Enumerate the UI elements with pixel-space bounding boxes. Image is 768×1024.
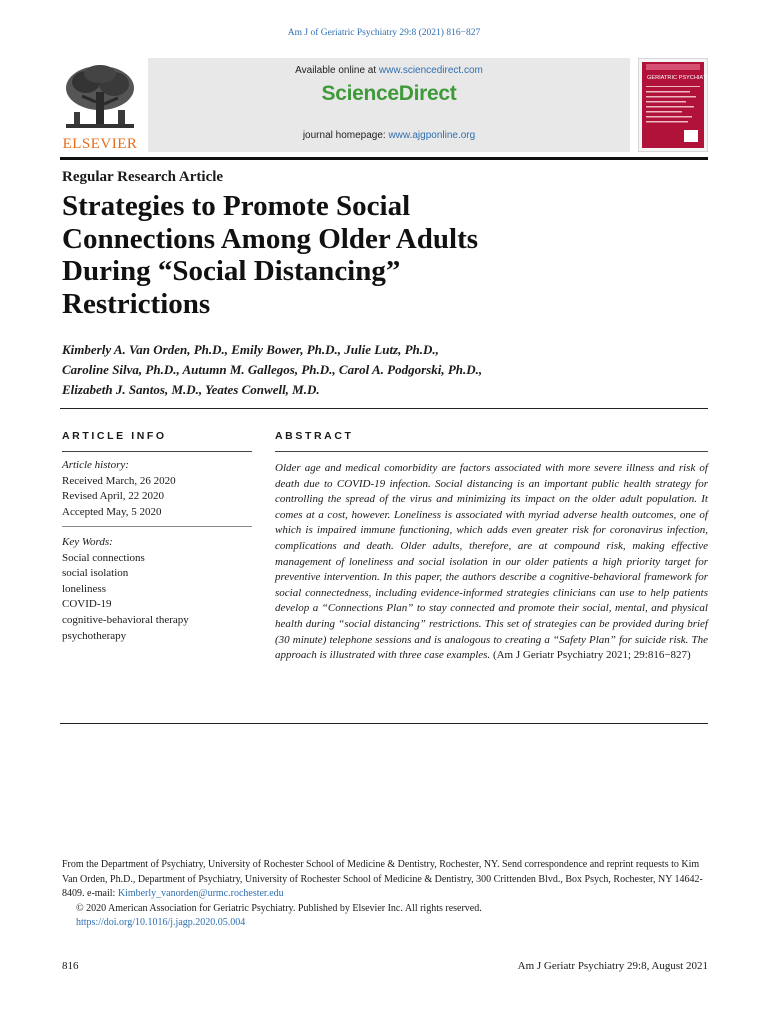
article-info-rule [62, 451, 252, 452]
abstract-text: Older age and medical comorbidity are factors associated with more severe illness and risk of death due to COVID-19 infection. Social distancing is an important public health strategy for controlling the spread of the virus and minimizing its impact on the older adult population. It comes at a cost, however. Loneliness is associated with myriad adverse health outcomes, one of which is impaired immune functioning, which adds even greater risk for coronavirus infection, complications and death. Older adults, therefore, are at compound risk, making effective management of loneliness and social isolation in our older patients a high priority target for preventive intervention. In this paper, the authors describe a cognitive-behavioral framework for social connectedness, including evidence-informed strategies clinicians can use to help patients develop a “Connections Plan” to stay connected and promote their social, mental, and physical health during “social distancing” restrictions. This set of strategies can be provided during brief (30 minute) telephone sessions and is analogous to creating a “Safety Plan” for suicide risk. The approach is illustrated with three case examples. [275, 462, 708, 662]
title-line: Strategies to Promote Social [62, 190, 411, 222]
keyword-item: Social connections [62, 551, 145, 564]
affiliation-text: From the Department of Psychiatry, University of Rochester School of Medicine & Dentistry, Rochester, NY. Send correspondence and reprint requests to Kim Van Orden, Ph.D., Department of Psychiatry, University of Rochester School of Medicine & Dentistry, 300 Crittenden Blvd., Box Psych, Rochester, NY 14642-8409. e-mail: [62, 859, 703, 900]
authors-divider [60, 408, 708, 409]
history-accepted: Accepted May, 5 2020 [62, 505, 162, 518]
article-type: Regular Research Article [62, 169, 224, 185]
article-title [62, 190, 662, 320]
available-online-label: Available online at [295, 65, 379, 76]
author-line: Caroline Silva, Ph.D., Autumn M. Gallegos, Ph.D., Carol A. Podgorski, Ph.D., [62, 362, 483, 377]
author-line: Elizabeth J. Santos, M.D., Yeates Conwell, M.D. [62, 382, 320, 397]
keyword-item: COVID-19 [62, 598, 112, 611]
abstract-heading: ABSTRACT [275, 430, 354, 442]
available-online-line [148, 65, 630, 76]
keywords-list [62, 535, 252, 644]
abstract-body [275, 461, 708, 664]
elsevier-wordmark: ELSEVIER [62, 136, 138, 152]
copyright-note: © 2020 American Association for Geriatric Psychiatry. Published by Elsevier Inc. All rights reserved. [76, 902, 482, 914]
title-line: Restrictions [62, 287, 211, 320]
keywords-label: Key Words: [62, 536, 113, 548]
sciencedirect-banner [148, 58, 630, 152]
keyword-item: psychotherapy [62, 629, 127, 642]
doi-link[interactable]: https://doi.org/10.1016/j.jagp.2020.05.004 [76, 917, 246, 929]
footnote [62, 858, 708, 931]
keywords-rule [62, 526, 252, 527]
history-received: Received March, 26 2020 [62, 474, 176, 487]
article-info-heading: ARTICLE INFO [62, 430, 167, 442]
author-list [62, 340, 702, 400]
keyword-item: social isolation [62, 567, 129, 580]
journal-homepage-link[interactable]: www.ajgponline.org [388, 130, 476, 141]
header-divider [60, 157, 708, 160]
correspondence-email-link[interactable]: Kimberly_vanorden@urmc.rochester.edu [117, 888, 284, 900]
keyword-item: loneliness [62, 582, 106, 595]
doi-line [62, 916, 708, 931]
title-line: During “Social Distancing” [62, 255, 401, 287]
article-history [62, 458, 252, 520]
cover-title: GERIATRIC PSYCHIATRY [647, 75, 708, 81]
journal-cover-thumbnail [638, 58, 708, 152]
journal-citation-top: Am J of Geriatric Psychiatry 29:8 (2021) 816−827 [287, 28, 481, 38]
affiliation-note [62, 858, 708, 902]
history-revised: Revised April, 22 2020 [62, 490, 165, 503]
journal-homepage-label: journal homepage: [302, 130, 389, 141]
abstract-rule [275, 451, 708, 452]
abstract-bottom-divider [60, 723, 708, 724]
footer-citation: Am J Geriatr Psychiatry 29:8, August 2021 [517, 960, 708, 972]
sciencedirect-link[interactable]: www.sciencedirect.com [378, 65, 483, 76]
journal-homepage-line [148, 130, 630, 141]
author-line: Kimberly A. Van Orden, Ph.D., Emily Bower, Ph.D., Julie Lutz, Ph.D., [62, 342, 439, 357]
article-history-label: Article history: [62, 459, 129, 471]
title-line: Connections Among Older Adults [62, 222, 479, 255]
keyword-item: cognitive-behavioral therapy [62, 613, 189, 626]
journal-header [60, 58, 708, 156]
sciencedirect-logo: ScienceDirect [321, 82, 457, 105]
abstract-citation: (Am J Geriatr Psychiatry 2021; 29:816−827) [492, 649, 691, 662]
page-number: 816 [62, 960, 79, 972]
